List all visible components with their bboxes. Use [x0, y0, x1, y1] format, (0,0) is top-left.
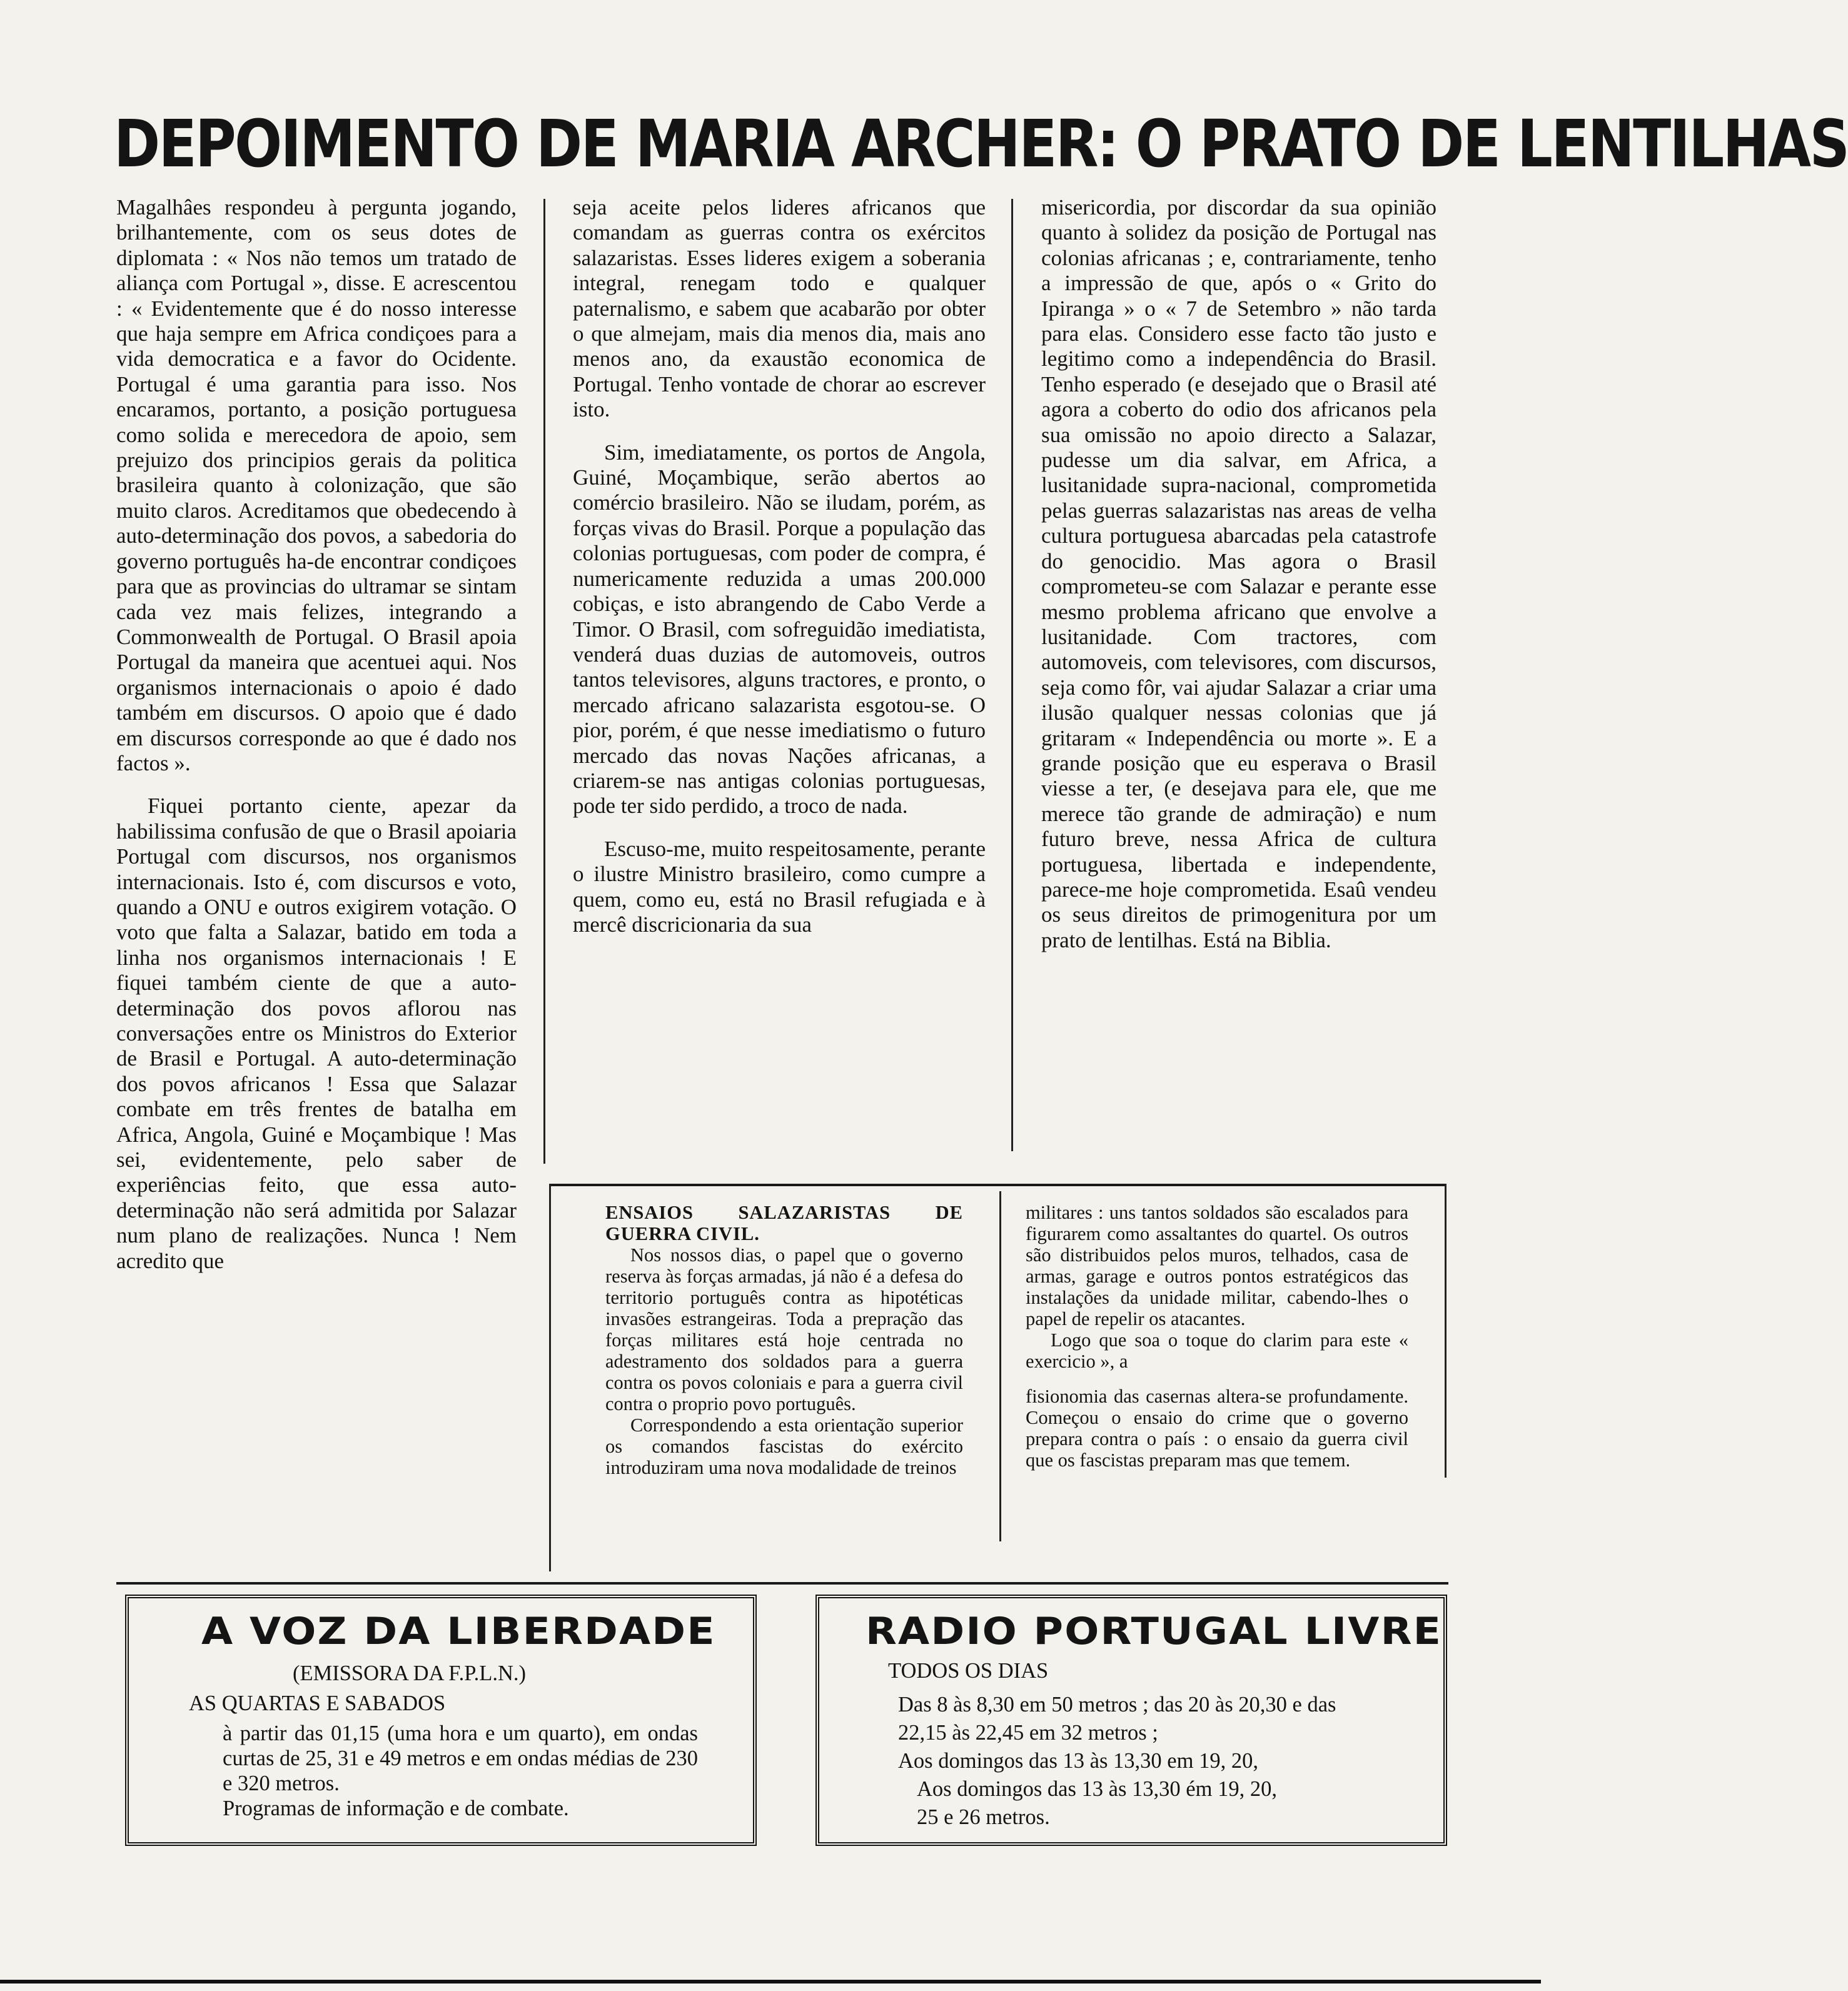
radio-days: TODOS OS DIAS: [888, 1659, 1049, 1683]
paragraph: Magalhâes respondeu à pergunta jogando, brilhantemente, com os seus dotes de diplomata : « Nos não temos um tratado de aliança com Portugal », disse. E acrescentou : « Evidentemente que é do nosso interesse que haja sempre em Africa condiçoes para a vida democratica e a favor do Ocidente. Portugal é uma garantia para isso. Nos encaramos, portanto, a posição portuguesa como solida e merecedora de apoio, sem prejuizo dos principios gerais da politica brasileira quanto à colonização, que são muito claros. Acreditamos que obedecendo à auto-determinação dos povos, a sabedoria do governo português ha-de encontrar condiçoes para que as provincias do ultramar se sintam cada vez mais felizes, integrando a Commonwealth de Portugal. O Brasil apoia Portugal da maneira que acentuei aqui. Nos organismos internacionais o apoio é dado também em discursos. O apoio que é dado em discursos corresponde ao que é dado nos factos ».: [116, 195, 517, 775]
paragraph: fisionomia das casernas altera-se profundamente. Começou o ensaio do crime que o governo prepara contra o país : o ensaio da guerra civil que os fascistas preparam mas que temem.: [1026, 1386, 1408, 1471]
article-column-2: [573, 195, 986, 937]
schedule-line: Aos domingos das 13 às 13,30 em 19, 20,: [898, 1749, 1258, 1773]
paragraph: militares : uns tantos soldados são escalados para figurarem como assaltantes do quartel. Os outros são distribuidos pelos muros, telhados, casa de armas, garage e outros pontos estratégicos das instalações da unidade militar, cabendo-lhes o papel de repelir os atacantes.: [1026, 1202, 1408, 1329]
column-rule: [1011, 199, 1013, 1151]
bottom-edge-rule: [0, 1980, 1541, 1983]
paragraph: misericordia, por discordar da sua opinião quanto à solidez da posição de Portugal nas colonias africanas ; e, contrariamente, tenho a impressão de que, após o « Grito do Ipiranga » o « 7 de Setembro » não tarda para elas. Considero esse facto tão justo e legitimo como a independência do Brasil. Tenho esperado (e desejado que o Brasil até agora a coberto do odio dos africanos pela sua omissão no apoio directo a Salazar, pudesse um dia salvar, em Africa, a lusitanidade supra-nacional, comprometida pelas guerras salazaristas nas areas de velha cultura portuguesa abarcadas pela catastrofe do genocidio. Mas agora o Brasil comprometeu-se com Salazar e perante esse mesmo problema africano que envolve a lusitanidade. Com tractores, com automoveis, com televisores, com discursos, seja como fôr, vai ajudar Salazar a criar uma ilusão qualquer nessas colonias que já gritaram « Independência ou morte ». E a grande posição que eu esperava o Brasil viesse a ter, (e desejava para ele, que me merece tão grande de admiração) e num futuro breve, nessa Africa de cultura portuguesa, libertada e independente, parece-me hoje comprometida. Esaû vendeu os seus direitos de primogenitura por um prato de lentilhas. Está na Biblia.: [1041, 195, 1436, 952]
paragraph: Nos nossos dias, o papel que o governo reserva às forças armadas, já não é a defesa do territorio português contra as hipotéticas invasões estrangeiras. Toda a prepração das forças militares está hoje centrada no adestramento dos soldados para a guerra contra os povos coloniais e para a guerra civil contra o proprio povo português.: [605, 1244, 963, 1414]
article-column-3: [1041, 195, 1436, 953]
voz-title: A VOZ DA LIBERDADE: [201, 1610, 716, 1653]
voz-da-liberdade-box: [125, 1595, 757, 1846]
radio-portugal-livre-box: [815, 1595, 1447, 1846]
paragraph: Fiquei portanto ciente, apezar da habilissima confusão de que o Brasil apoiaria Portugal com discursos, nos organismos internacionais. Isto é, com discursos e voto, quando a ONU e outros exigirem votação. O voto que falta a Salazar, batido em toda a linha nos organismos internacionais ! E fiquei também ciente de que a auto-determinação dos povos aflorou nas conversações entre os Ministros do Exterior de Brasil e Portugal. A auto-determinação dos povos africanos ! Essa que Salazar combate em três frentes de batalha em Africa, Angola, Guiné e Moçambique ! Mas sei, evidentemente, pelo saber de experiências feito, que essa auto-determinação não será admitida por Salazar num plano de realizações. Nunca ! Nem acredito que: [116, 794, 517, 1273]
paragraph: Sim, imediatamente, os portos de Angola, Guiné, Moçambique, serão abertos ao comércio brasileiro. Não se iludam, porém, as forças vivas do Brasil. Porque a população das colonias portuguesas, com poder de compra, é numericamente reduzida a umas 200.000 cobiças, e isto abrangendo de Cabo Verde a Timor. O Brasil, com sofreguidão imediatista, venderá duas duzias de automoveis, outros tantos televisores, alguns tractores, e pronto, o mercado africano salazarista esgotou-se. O pior, porém, é que nesse imediatismo o futuro mercado das novas Nações africanas, a criarem-se nas antigas colonias portuguesas, pode ter sido perdido, a troco de nada.: [573, 440, 986, 819]
voz-schedule: [223, 1721, 698, 1821]
schedule-line: Aos domingos das 13 às 13,30 ém 19, 20,: [917, 1777, 1277, 1801]
ensaios-title: ENSAIOS SALAZARISTAS DE GUERRA CIVIL.: [605, 1202, 963, 1244]
article-column-1: [116, 195, 517, 1274]
box-rule: [549, 1184, 551, 1571]
voz-days: AS QUARTAS E SABADOS: [189, 1691, 446, 1715]
ensaios-left-column: [605, 1202, 963, 1478]
box-rule: [999, 1191, 1001, 1541]
voz-subtitle: (EMISSORA DA F.P.L.N.): [293, 1661, 526, 1685]
paragraph: Escuso-me, muito respeitosamente, perante o ilustre Ministro brasileiro, como cumpre a quem, como eu, está no Brasil refugiada e à mercê discricionaria da sua: [573, 836, 986, 937]
column-rule: [543, 199, 545, 1164]
schedule-line: 25 e 26 metros.: [917, 1805, 1050, 1829]
radio-title: RADIO PORTUGAL LIVRE: [866, 1610, 1443, 1653]
box-rule: [1445, 1184, 1447, 1478]
schedule-text: à partir das 01,15 (uma hora e um quarto), em ondas curtas de 25, 31 e 49 metros e em ondas médias de 230 e 320 metros.: [223, 1721, 698, 1795]
headline: DEPOIMENTO DE MARIA ARCHER: O PRATO DE LENTILHAS: [114, 106, 1848, 182]
section-rule: [116, 1582, 1448, 1585]
ensaios-right-column: [1026, 1202, 1408, 1471]
paragraph: Correspondendo a esta orientação superior os comandos fascistas do exército introduziram uma nova modalidade de treinos: [605, 1414, 963, 1478]
radio-schedule: [898, 1691, 1373, 1832]
paragraph: Logo que soa o toque do clarim para este « exercicio », a: [1026, 1329, 1408, 1372]
paragraph: seja aceite pelos lideres africanos que comandam as guerras contra os exércitos salazaristas. Esses lideres exigem a soberania integral, renegam todo e qualquer paternalismo, e sabem que acabarão por obter o que almejam, mais dia menos dia, mais ano menos ano, da exaustão economica de Portugal. Tenho vontade de chorar ao escrever isto.: [573, 195, 986, 422]
schedule-line: Das 8 às 8,30 em 50 metros ; das 20 às 20,30 e das 22,15 às 22,45 em 32 metros ;: [898, 1693, 1336, 1745]
section-rule: [549, 1184, 1446, 1186]
programs-text: Programas de informação e de combate.: [223, 1797, 569, 1820]
